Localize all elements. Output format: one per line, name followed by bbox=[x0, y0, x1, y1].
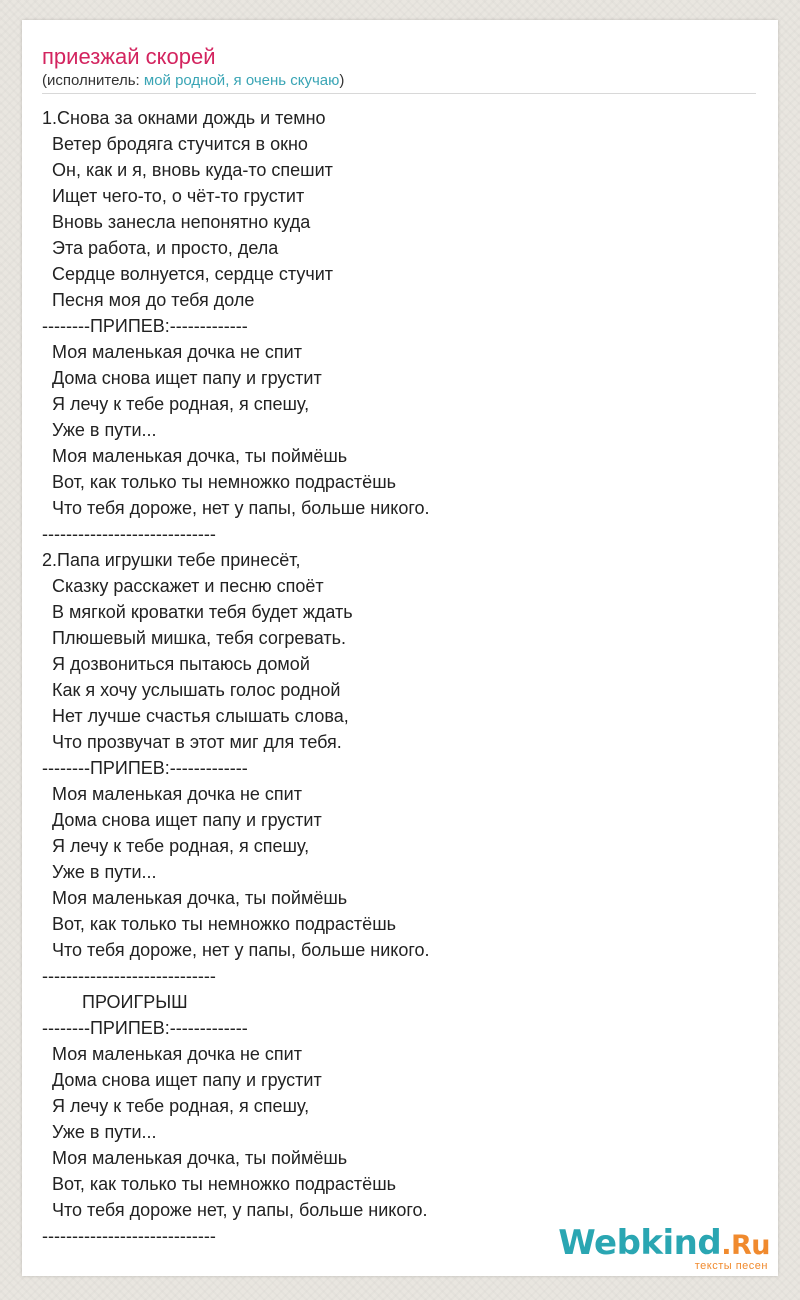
lyric-line: Дома снова ищет папу и грустит bbox=[42, 810, 322, 830]
artist-line bbox=[42, 71, 756, 91]
lyric-line: ----------------------------- bbox=[42, 1226, 216, 1246]
lyric-line: Вновь занесла непонятно куда bbox=[42, 212, 311, 232]
lyric-line: Уже в пути... bbox=[42, 862, 157, 882]
lyric-line: ----------------------------- bbox=[42, 524, 216, 544]
artist-prefix: (исполнитель: bbox=[42, 72, 144, 89]
lyric-line: Моя маленькая дочка не спит bbox=[42, 784, 302, 804]
lyric-line: Эта работа, и просто, дела bbox=[42, 238, 279, 258]
lyric-line: Моя маленькая дочка не спит bbox=[42, 342, 302, 362]
lyric-line: ----------------------------- bbox=[42, 966, 216, 986]
lyric-line: В мягкой кроватки тебя будет ждать bbox=[42, 602, 353, 622]
lyric-line: --------ПРИПЕВ:------------- bbox=[42, 1018, 248, 1038]
lyric-line: Моя маленькая дочка, ты поймёшь bbox=[42, 1148, 348, 1168]
lyric-line: Дома снова ищет папу и грустит bbox=[42, 1070, 322, 1090]
lyric-line: Песня моя до тебя доле bbox=[42, 290, 255, 310]
lyrics-card bbox=[22, 20, 778, 1276]
lyric-line: --------ПРИПЕВ:------------- bbox=[42, 316, 248, 336]
lyric-line: Вот, как только ты немножко подрастёшь bbox=[42, 472, 397, 492]
lyric-line: Что тебя дороже, нет у папы, больше никого. bbox=[42, 498, 430, 518]
lyric-line: Моя маленькая дочка не спит bbox=[42, 1044, 302, 1064]
lyric-line: Я лечу к тебе родная, я спешу, bbox=[42, 1096, 310, 1116]
lyric-line: Что тебя дороже нет, у папы, больше никого. bbox=[42, 1200, 428, 1220]
logo-name: Webkind bbox=[558, 1223, 722, 1263]
logo-tagline: тексты песен bbox=[694, 1260, 768, 1272]
lyric-line: ПРОИГРЫШ bbox=[42, 992, 188, 1012]
song-title: приезжай скорей bbox=[42, 44, 216, 69]
lyric-line: Вот, как только ты немножко подрастёшь bbox=[42, 914, 397, 934]
lyric-line: Я дозвониться пытаюсь домой bbox=[42, 654, 310, 674]
lyric-line: Моя маленькая дочка, ты поймёшь bbox=[42, 888, 348, 908]
song-header bbox=[42, 44, 756, 91]
artist-link[interactable]: мой родной, я очень скучаю bbox=[143, 72, 340, 89]
lyric-line: Уже в пути... bbox=[42, 1122, 157, 1142]
lyric-line: Ищет чего-то, о чёт-то грустит bbox=[42, 186, 305, 206]
lyric-line: Что прозвучат в этот миг для тебя. bbox=[42, 732, 342, 752]
lyric-line: Как я хочу услышать голос родной bbox=[42, 680, 341, 700]
lyric-line: Он, как и я, вновь куда-то спешит bbox=[42, 160, 333, 180]
lyric-line: Нет лучше счастья слышать слова, bbox=[42, 706, 349, 726]
lyric-line: Я лечу к тебе родная, я спешу, bbox=[42, 394, 310, 414]
logo-tld: .Ru bbox=[721, 1230, 770, 1261]
lyric-line: Я лечу к тебе родная, я спешу, bbox=[42, 836, 310, 856]
lyrics-text bbox=[42, 105, 756, 1249]
lyric-line: 2.Папа игрушки тебе принесёт, bbox=[42, 550, 301, 570]
lyric-line: Вот, как только ты немножко подрастёшь bbox=[42, 1174, 397, 1194]
lyric-line: Сказку расскажет и песню споёт bbox=[42, 576, 324, 596]
artist-suffix: ) bbox=[339, 72, 345, 89]
lyric-line: Сердце волнуется, сердце стучит bbox=[42, 264, 334, 284]
lyric-line: Плюшевый мишка, тебя согревать. bbox=[42, 628, 347, 648]
lyric-line: Что тебя дороже, нет у папы, больше никого. bbox=[42, 940, 430, 960]
lyric-line: Ветер бродяга стучится в окно bbox=[42, 134, 308, 154]
header-divider bbox=[42, 93, 756, 94]
site-logo[interactable] bbox=[558, 1225, 770, 1272]
lyric-line: --------ПРИПЕВ:------------- bbox=[42, 758, 248, 778]
lyric-line: 1.Снова за окнами дождь и темно bbox=[42, 108, 326, 128]
lyric-line: Моя маленькая дочка, ты поймёшь bbox=[42, 446, 348, 466]
lyric-line: Уже в пути... bbox=[42, 420, 157, 440]
lyric-line: Дома снова ищет папу и грустит bbox=[42, 368, 322, 388]
logo-wordmark bbox=[558, 1225, 770, 1264]
